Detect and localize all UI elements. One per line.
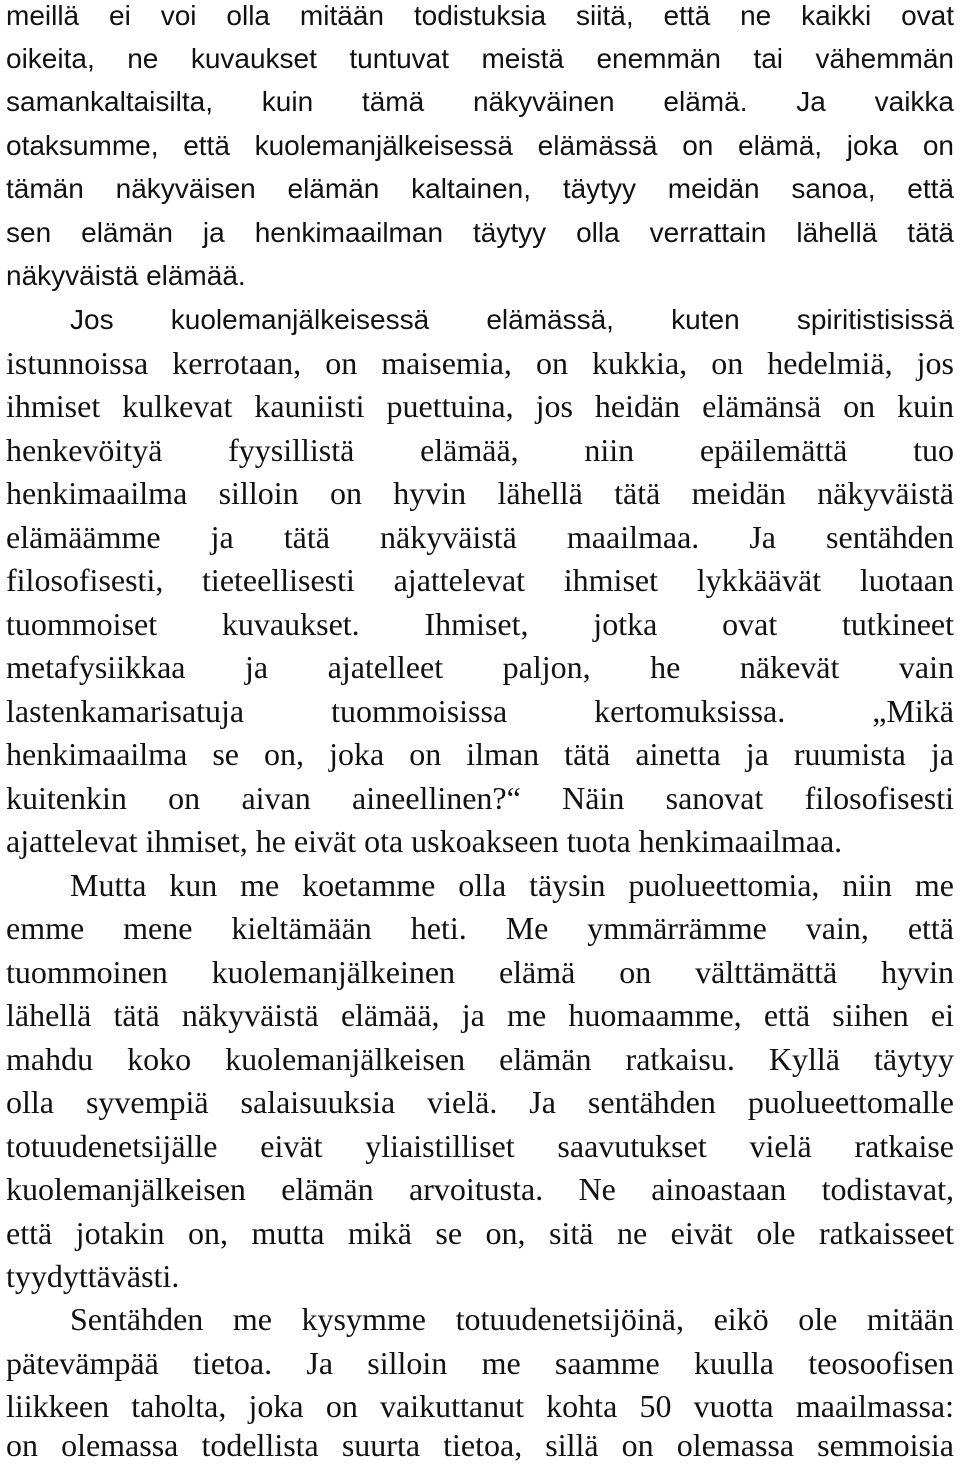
- text-line: otaksumme, että kuolemanjälkeisessä elämässä on elämä, joka on: [6, 130, 954, 161]
- text-line: henkimaailma silloin on hyvin lähellä tätä meidän näkyväistä: [6, 475, 954, 511]
- text-line: mahdu koko kuolemanjälkeisen elämän ratkaisu. Kyllä täytyy: [6, 1041, 954, 1077]
- text-line: pätevämpää tietoa. Ja silloin me saamme kuulla teosoofisen: [6, 1345, 954, 1381]
- text-line: tyydyttävästi.: [6, 1258, 180, 1294]
- text-line: olla syvempiä salaisuuksia vielä. Ja sentähden puolueettomalle: [6, 1084, 954, 1120]
- text-line: on olemassa todellista suurta tietoa, sillä on olemassa semmoisia: [6, 1427, 954, 1463]
- text-line: lastenkamarisatuja tuommoisissa kertomuksissa. „Mikä: [6, 693, 954, 729]
- text-line: filosofisesti, tieteellisesti ajattelevat ihmiset lykkäävät luotaan: [6, 562, 954, 598]
- text-line: sen elämän ja henkimaailman täytyy olla verrattain lähellä tätä: [6, 217, 954, 248]
- text-line: tuommoinen kuolemanjälkeinen elämä on välttämättä hyvin: [6, 954, 954, 990]
- text-line: henkevöityä fyysillistä elämää, niin epäilemättä tuo: [6, 432, 954, 468]
- text-line: elämäämme ja tätä näkyväistä maailmaa. Ja sentähden: [6, 519, 954, 555]
- text-line: että jotakin on, mutta mikä se on, sitä ne eivät ole ratkaisseet: [6, 1215, 954, 1251]
- text-line: Jos kuolemanjälkeisessä elämässä, kuten spiritistisissä: [70, 304, 954, 335]
- text-line: Sentähden me kysymme totuudenetsijöinä, eikö ole mitään: [70, 1301, 954, 1337]
- text-line: tämän näkyväisen elämän kaltainen, täytyy meidän sanoa, että: [6, 173, 954, 204]
- text-line: totuudenetsijälle eivät yliaistilliset saavutukset vielä ratkaise: [6, 1128, 954, 1164]
- text-line: henkimaailma se on, joka on ilman tätä ainetta ja ruumista ja: [6, 736, 954, 772]
- text-line: lähellä tätä näkyväistä elämää, ja me huomaamme, että siihen ei: [6, 997, 954, 1033]
- text-line: ihmiset kulkevat kauniisti puettuina, jos heidän elämänsä on kuin: [6, 388, 954, 424]
- text-line: ajattelevat ihmiset, he eivät ota uskoakseen tuota henkimaailmaa.: [6, 823, 843, 859]
- text-line: metafysiikkaa ja ajatelleet paljon, he näkevät vain: [6, 649, 954, 685]
- text-line: liikkeen taholta, joka on vaikuttanut kohta 50 vuotta maailmassa:: [6, 1388, 954, 1424]
- text-line: näkyväistä elämää.: [6, 260, 246, 291]
- text-line: samankaltaisilta, kuin tämä näkyväinen elämä. Ja vaikka: [6, 86, 954, 117]
- text-line: meillä ei voi olla mitään todistuksia siitä, että ne kaikki ovat: [6, 0, 954, 31]
- text-line: kuitenkin on aivan aineellinen?“ Näin sanovat filosofisesti: [6, 780, 954, 816]
- text-line: istunnoissa kerrotaan, on maisemia, on kukkia, on hedelmiä, jos: [6, 345, 954, 381]
- text-line: Mutta kun me koetamme olla täysin puolueettomia, niin me: [70, 867, 954, 903]
- text-line: kuolemanjälkeisen elämän arvoitusta. Ne ainoastaan todistavat,: [6, 1171, 954, 1207]
- text-line: tuommoiset kuvaukset. Ihmiset, jotka ovat tutkineet: [6, 606, 954, 642]
- text-line: emme mene kieltämään heti. Me ymmärrämme vain, että: [6, 910, 954, 946]
- text-line: oikeita, ne kuvaukset tuntuvat meistä enemmän tai vähemmän: [6, 43, 954, 74]
